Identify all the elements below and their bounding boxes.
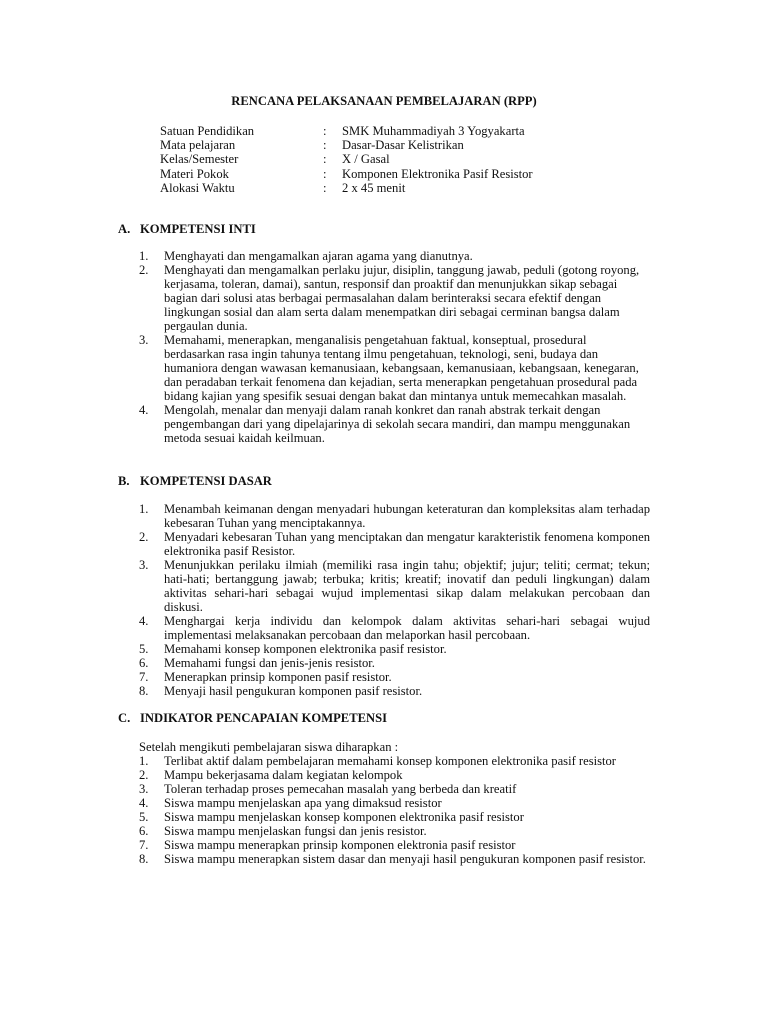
item-number: 4. <box>139 403 149 417</box>
identity-value: X / Gasal <box>342 152 390 167</box>
item-number: 7. <box>139 670 149 684</box>
item-text: Menunjukkan perilaku ilmiah (memiliki rasa ingin tahu; objektif; jujur; teliti; cermat; tekun; hati-hati; bertanggung jawab; terbuka; kritis; kreatif; inovatif dan peduli lingkungan) dalam aktivitas sehari-hari sebagai wujud implementasi sikap dalam melakukan percobaan dan diskusi. <box>164 558 650 614</box>
item-number: 3. <box>139 782 149 796</box>
identity-label: Alokasi Waktu <box>160 180 235 195</box>
item-text: Memahami, menerapkan, menganalisis pengetahuan faktual, konseptual, prosedural berdasarkan rasa ingin tahunya tentang ilmu pengetahuan, teknologi, seni, budaya dan humaniora dengan wawasan kemanusiaan, kebangsaan, kemanusiaan, kebangsaan, kenegaran, dan peradaban terkait fenomena dan kejadian, serta menerapkan pengetahuan prosedural pada bidang kajian yang spesifik sesuai dengan bakat dan mintanya untuk memecahkan masalah. <box>164 333 639 403</box>
item-number: 7. <box>139 838 149 852</box>
item-number: 4. <box>139 796 149 810</box>
list-item <box>139 333 649 403</box>
identity-value: Komponen Elektronika Pasif Resistor <box>342 166 533 181</box>
list-item <box>139 656 650 670</box>
section-c-intro: Setelah mengikuti pembelajaran siswa diharapkan : <box>139 740 399 754</box>
item-text: Menerapkan prinsip komponen pasif resistor. <box>164 670 392 684</box>
section-b-heading <box>118 474 272 488</box>
item-text: Siswa mampu menerapkan sistem dasar dan menyaji hasil pengukuran komponen pasif resistor. <box>164 852 646 866</box>
item-text: Terlibat aktif dalam pembelajaran memahami konsep komponen elektronika pasif resistor <box>164 754 616 768</box>
section-letter: A. <box>118 222 131 236</box>
item-number: 1. <box>139 249 149 263</box>
item-text: Menghayati dan mengamalkan ajaran agama yang dianutnya. <box>164 249 473 263</box>
item-number: 3. <box>139 333 149 347</box>
list-item <box>139 824 659 838</box>
item-number: 2. <box>139 530 149 544</box>
list-item <box>139 249 649 263</box>
list-item <box>139 852 659 866</box>
list-item <box>139 768 659 782</box>
item-text: Siswa mampu menjelaskan konsep komponen elektronika pasif resistor <box>164 810 524 824</box>
list-item <box>139 838 659 852</box>
item-number: 3. <box>139 558 149 572</box>
indikator-list <box>139 754 659 866</box>
list-item <box>139 642 650 656</box>
item-number: 1. <box>139 502 149 516</box>
identity-colon: : <box>323 138 327 153</box>
item-number: 2. <box>139 263 149 277</box>
identity-value: 2 x 45 menit <box>342 180 406 195</box>
item-text: Toleran terhadap proses pemecahan masalah yang berbeda dan kreatif <box>164 782 517 796</box>
item-text: Menambah keimanan dengan menyadari hubungan keteraturan dan kompleksitas alam terhadap kebesaran Tuhan yang menciptakannya. <box>164 502 650 530</box>
list-item <box>139 530 650 558</box>
item-text: Menyaji hasil pengukuran komponen pasif resistor. <box>164 684 423 698</box>
item-text: Memahami fungsi dan jenis-jenis resistor. <box>164 656 375 670</box>
identity-colon: : <box>323 166 327 181</box>
section-title: KOMPETENSI INTI <box>140 222 256 236</box>
section-c-heading <box>118 711 387 725</box>
item-text: Menyadari kebesaran Tuhan yang menciptakan dan mengatur karakteristik fenomena komponen elektronika pasif Resistor. <box>164 530 650 558</box>
item-number: 5. <box>139 810 149 824</box>
list-item <box>139 614 650 642</box>
section-title: KOMPETENSI DASAR <box>140 474 272 488</box>
identity-colon: : <box>323 124 327 138</box>
item-number: 5. <box>139 642 149 656</box>
item-text: Siswa mampu menjelaskan fungsi dan jenis resistor. <box>164 824 427 838</box>
item-text: Menghayati dan mengamalkan perlaku jujur, disiplin, tanggung jawab, peduli (gotong royong, kerjasama, toleran, damai), santun, responsif dan proaktif dan menunjukkan sikap sebagai bagian dari solusi atas berbagai permasalahan dalam berinteraksi secara efektif dengan lingkungan sosial dan alam serta dalam menempatkan diri sebagai cerminan bangsa dalam pergaulan dunia. <box>164 263 640 333</box>
section-letter: C. <box>118 711 131 725</box>
identity-label: Satuan Pendidikan <box>160 124 255 138</box>
list-item <box>139 558 650 614</box>
list-item <box>139 263 649 333</box>
item-number: 8. <box>139 852 149 866</box>
list-item <box>139 670 650 684</box>
section-a-heading <box>118 222 256 236</box>
list-item <box>139 782 659 796</box>
list-item <box>139 502 650 530</box>
item-text: Menghargai kerja individu dan kelompok dalam aktivitas sehari-hari sebagai wujud implementasi melaksanakan percobaan dan melaporkan hasil percobaan. <box>164 614 650 642</box>
identity-label: Mata pelajaran <box>160 138 236 153</box>
identity-label: Materi Pokok <box>160 166 229 181</box>
item-number: 6. <box>139 824 149 838</box>
list-item <box>139 684 650 698</box>
item-text: Memahami konsep komponen elektronika pasif resistor. <box>164 642 447 656</box>
section-title: INDIKATOR PENCAPAIAN KOMPETENSI <box>140 711 387 725</box>
list-item <box>139 754 659 768</box>
identity-value: SMK Muhammadiyah 3 Yogyakarta <box>342 124 525 138</box>
list-item <box>139 403 649 445</box>
item-number: 2. <box>139 768 149 782</box>
item-text: Siswa mampu menerapkan prinsip komponen elektronia pasif resistor <box>164 838 516 852</box>
item-number: 6. <box>139 656 149 670</box>
kompetensi-dasar-list <box>139 502 650 698</box>
section-letter: B. <box>118 474 130 488</box>
item-text: Mengolah, menalar dan menyaji dalam ranah konkret dan ranah abstrak terkait dengan pengembangan dari yang dipelajarinya di sekolah secara mandiri, dan mampu menggunakan metoda sesuai kaidah keilmuan. <box>164 403 631 445</box>
identity-colon: : <box>323 152 327 167</box>
item-number: 4. <box>139 614 149 628</box>
identity-label: Kelas/Semester <box>160 152 239 167</box>
item-number: 1. <box>139 754 149 768</box>
identity-colon: : <box>323 180 327 195</box>
document-title: RENCANA PELAKSANAAN PEMBELAJARAN (RPP) <box>231 94 537 108</box>
item-text: Mampu bekerjasama dalam kegiatan kelompok <box>164 768 403 782</box>
kompetensi-inti-list <box>139 249 649 445</box>
item-text: Siswa mampu menjelaskan apa yang dimaksud resistor <box>164 796 442 810</box>
list-item <box>139 796 659 810</box>
list-item <box>139 810 659 824</box>
item-number: 8. <box>139 684 149 698</box>
identity-value: Dasar-Dasar Kelistrikan <box>342 138 464 153</box>
